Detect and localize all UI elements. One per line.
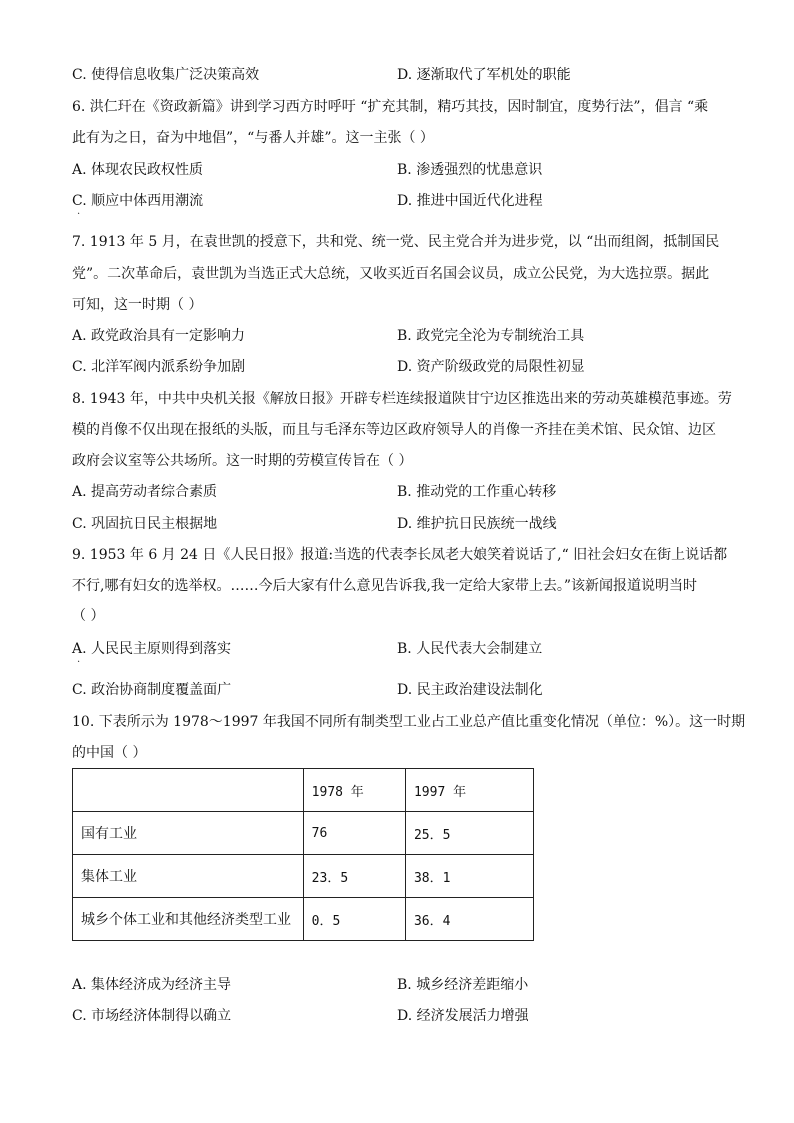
q8-stem-line2: 模的肖像不仅出现在报纸的头版，而且与毛泽东等边区政府领导人的肖像一齐挂在美术馆、民众馆、边区	[72, 422, 716, 438]
q7-option-d: D. 资产阶级政党的局限性初显	[397, 359, 585, 375]
q10-option-c: C. 市场经济体制得以确立	[72, 1008, 232, 1024]
q6-stem-line2: 此有为之日，奋为中地倡”，“与番人并雄”。这一主张（ ）	[72, 130, 434, 146]
q8-option-a: A. 提高劳动者综合素质	[72, 484, 218, 500]
q5-option-c: C. 使得信息收集广泛决策高效	[72, 67, 260, 83]
q8-stem-line1: 8. 1943 年，中共中央机关报《解放日报》开辟专栏连续报道陕甘宁边区推选出来的劳动英雄模范事迹。劳	[72, 391, 732, 407]
table-cell: 0．5	[303, 898, 405, 941]
stray-dot-mark: .	[77, 206, 81, 217]
q8-option-b: B. 推动党的工作重心转移	[397, 484, 557, 500]
q9-option-c: C. 政治协商制度覆盖面广	[72, 682, 232, 698]
q9-stem-line1: 9. 1953 年 6 月 24 日《人民日报》报道:当选的代表李长凤老大娘笑着说话了,“ 旧社会妇女在街上说话都	[72, 547, 728, 563]
table-cell: 国有工业	[73, 812, 304, 855]
q9-stem-line3: （ ）	[72, 608, 105, 624]
q6-option-b: B. 渗透强烈的忧患意识	[397, 162, 543, 178]
table-cell: 76	[303, 812, 405, 855]
table-cell: 25．5	[405, 812, 533, 855]
table-cell: 36．4	[405, 898, 533, 941]
q10-option-d: D. 经济发展活力增强	[397, 1008, 529, 1024]
stray-dot-mark: .	[77, 654, 81, 665]
q9-option-d: D. 民主政治建设法制化	[397, 682, 543, 698]
q8-option-c: C. 巩固抗日民主根据地	[72, 516, 218, 532]
table-cell: 集体工业	[73, 855, 304, 898]
table-cell: 38．1	[405, 855, 533, 898]
q9-stem-line2: 不行,哪有妇女的选举权。……今后大家有什么意见告诉我,我一定给大家带上去。”该新闻报道说明当时	[72, 578, 698, 594]
q7-stem-line3: 可知，这一时期（ ）	[72, 297, 203, 313]
table-row	[73, 812, 534, 855]
q9-option-a: A. 人民民主原则得到落实	[72, 641, 232, 657]
q10-option-b: B. 城乡经济差距缩小	[397, 977, 529, 993]
table-header-cell: 1978 年	[303, 769, 405, 812]
table-row	[73, 855, 534, 898]
table-row	[73, 898, 534, 941]
q7-option-c: C. 北洋军阀内派系纷争加剧	[72, 359, 246, 375]
q10-stem-line1: 10. 下表所示为 1978～1997 年我国不同所有制类型工业占工业总产值比重变化情况（单位：%）。这一时期	[72, 714, 746, 730]
table-header-cell: 1997 年	[405, 769, 533, 812]
q6-option-c: C. 顺应中体西用潮流	[72, 193, 204, 209]
q10-option-a: A. 集体经济成为经济主导	[72, 977, 232, 993]
q6-option-a: A. 体现农民政权性质	[72, 162, 204, 178]
q7-option-b: B. 政党完全沦为专制统治工具	[397, 328, 585, 344]
q7-stem-line2: 党”。二次革命后，袁世凯为当选正式大总统，又收买近百名国会议员，成立公民党，为大选拉票。据此	[72, 266, 710, 282]
table-header-cell	[73, 769, 304, 812]
q7-stem-line1: 7. 1913 年 5 月，在袁世凯的授意下，共和党、统一党、民主党合并为进步党，以 “出而组阁，抵制国民	[72, 234, 720, 250]
q9-option-b: B. 人民代表大会制建立	[397, 641, 543, 657]
q10-stem-line2: 的中国（ ）	[72, 745, 147, 761]
table-cell: 23．5	[303, 855, 405, 898]
table-header-row	[73, 769, 534, 812]
q6-stem-line1: 6. 洪仁玕在《资政新篇》讲到学习西方时呼吁 “扩充其制，精巧其技，因时制宜，度势行法”，倡言 “乘	[72, 99, 709, 115]
q5-option-d: D. 逐渐取代了军机处的职能	[397, 67, 571, 83]
table-cell: 城乡个体工业和其他经济类型工业	[73, 898, 304, 941]
q8-option-d: D. 维护抗日民族统一战线	[397, 516, 557, 532]
q6-option-d: D. 推进中国近代化进程	[397, 193, 543, 209]
ownership-share-table	[72, 768, 534, 941]
q7-option-a: A. 政党政治具有一定影响力	[72, 328, 246, 344]
q8-stem-line3: 政府会议室等公共场所。这一时期的劳模宣传旨在（ ）	[72, 453, 413, 469]
